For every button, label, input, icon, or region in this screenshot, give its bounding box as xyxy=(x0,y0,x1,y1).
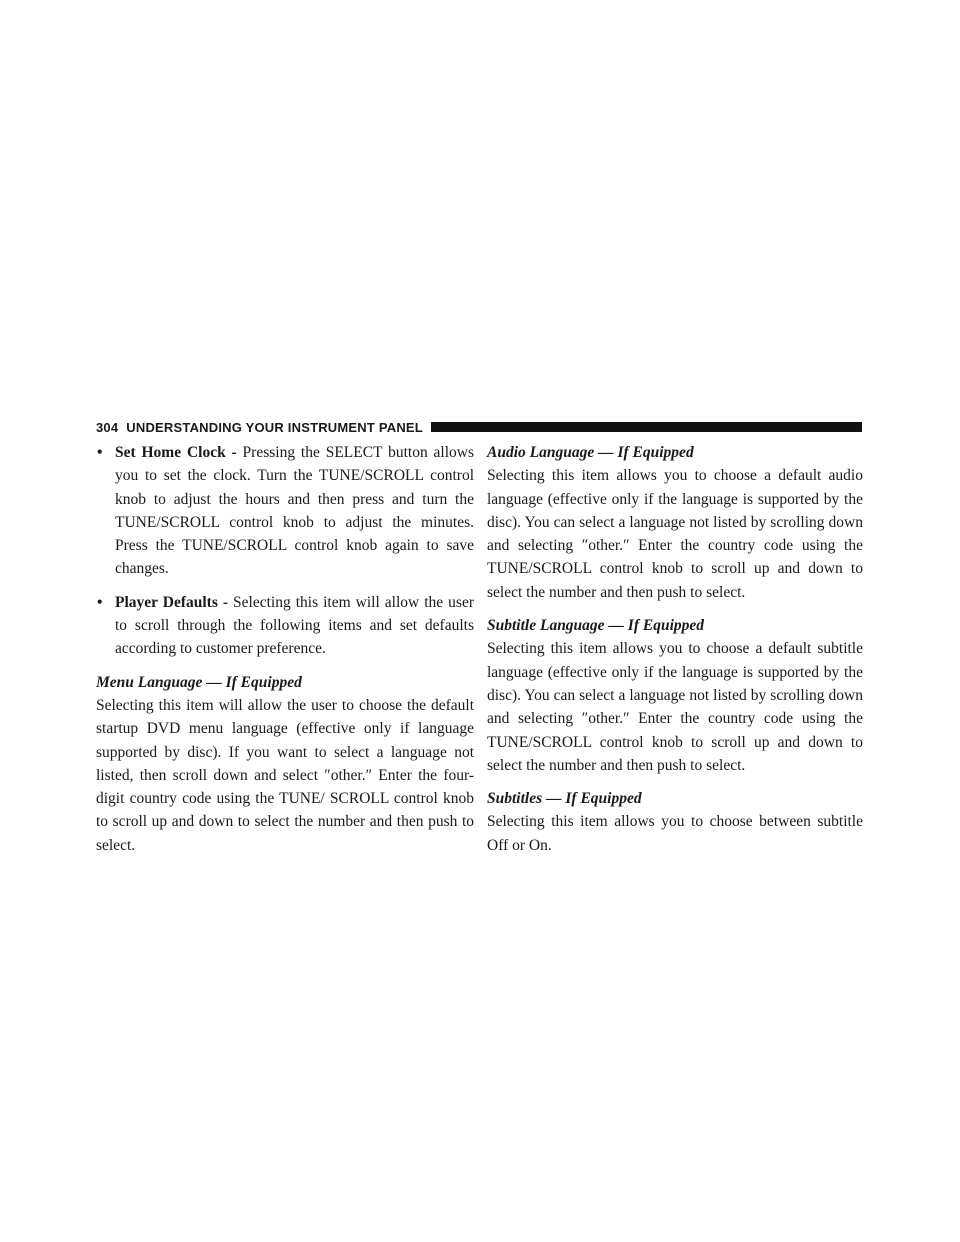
bullet-text: Pressing the SELECT button allows you to set the clock. Turn the TUNE/SCROLL control knob to adjust the hours and then press and turn the TUNE/SCROLL control knob to adjust the minutes. Press the TUNE/SCROLL control knob again to save changes. xyxy=(115,444,475,578)
page-header xyxy=(96,417,862,437)
bullet-text: Selecting this item will allow the user to scroll through the following items and set defaults according to customer preference. xyxy=(115,593,474,658)
menu-language-body: Selecting this item will allow the user to choose the default startup DVD menu language (effective only if language supported by disc). If you want to select a language not listed, then scroll down and select ″other.″ Enter the four-digit country code using the TUNE/ SCROLL control knob to scroll up and down to select the number and then push to select. xyxy=(96,696,474,854)
audio-language-heading: Audio Language — If Equipped xyxy=(487,444,694,461)
bullet-term: Player Defaults - xyxy=(115,593,229,611)
subtitles-body: Selecting this item allows you to choose between subtitle Off or On. xyxy=(487,813,863,854)
menu-language-heading: Menu Language — If Equipped xyxy=(96,673,302,691)
section-title: UNDERSTANDING YOUR INSTRUMENT PANEL xyxy=(126,419,423,435)
audio-language-body: Selecting this item allows you to choose a default audio language (effective only if the language is supported by the disc). You can select a language not listed by scrolling down and selecting ″other.″ Enter the country code using the TUNE/SCROLL control knob to scroll up and down to select the number and then push to select. xyxy=(487,467,863,601)
right-column xyxy=(487,441,863,867)
bullet-set-home-clock xyxy=(96,441,474,581)
bullet-term: Set Home Clock - xyxy=(115,444,237,461)
subtitles-heading: Subtitles — If Equipped xyxy=(487,790,642,808)
bullet-player-defaults xyxy=(96,591,474,661)
bullet-icon: • xyxy=(97,593,103,611)
header-rule xyxy=(431,422,862,432)
page-number: 304 xyxy=(96,419,119,435)
subtitle-language-body: Selecting this item allows you to choose a default subtitle language (effective only if the language is supported by the disc). You can select a language not listed by scrolling down and selecting ″other.″ Enter the country code using the TUNE/SCROLL control knob to scroll up and down to select the number and then push to select. xyxy=(487,640,863,774)
bullet-icon: • xyxy=(97,444,103,461)
left-column xyxy=(96,441,474,867)
subtitle-language-heading: Subtitle Language — If Equipped xyxy=(487,617,705,635)
